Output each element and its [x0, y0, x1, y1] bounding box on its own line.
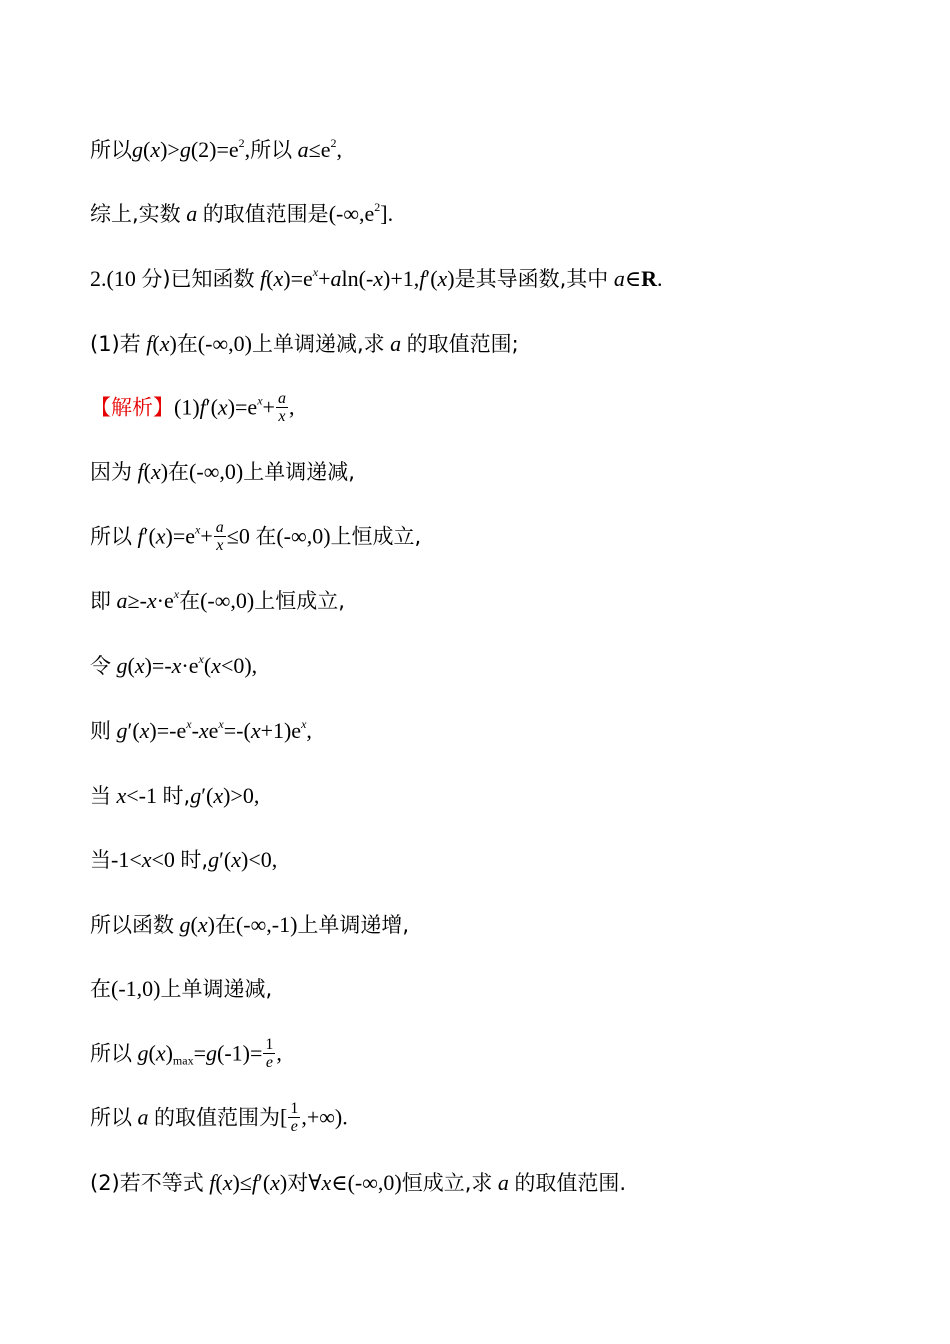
solution-line-11: 所以 $g(x)_{max}=g(-1)=$ $\frac{1}{e}$ , — [90, 1036, 282, 1071]
solution-line-7: 当 x<-1 时,g′(x)>0, — [90, 783, 260, 808]
solution-line-2: 因为 f(x)在(-∞,0)上单调递减, — [90, 459, 355, 484]
fraction: $\frac{1}{e}$ — [265, 1036, 274, 1071]
fraction: $\frac{a}{x}$ — [277, 390, 286, 425]
fraction: $\frac{1}{e}$ — [290, 1100, 299, 1135]
solution-line-5: 令 $g(x)=-x\cdot e^x(x<0)$, — [90, 652, 258, 678]
solution-line-6: 则 $g'(x)=-e^x-xe^x=-(x+1)e^x$, — [90, 717, 312, 743]
text-range-is: 的取值范围是 — [202, 202, 329, 226]
text-zongshang: 综上,实数 — [90, 202, 181, 226]
solution-line-3: 所以 $f'(x)=e^x+$ $\frac{a}{x}$ ≤0 在(-∞,0)上恒成立, — [90, 519, 422, 554]
jiexi-label: 【解析】 — [90, 395, 174, 420]
solution-line-12: 所以 a 的取值范围为[ $\frac{1}{e}$ ,+∞). — [90, 1100, 348, 1135]
problem-2-statement: 2.(10 分)已知函数 $f(x)=e^x+aln(-x)+1,f'(x)$是其导函数,其中 a∈R. — [90, 265, 663, 291]
solution-line-1: 【解析】$(1)f'(x)=e^x+$ $\frac{a}{x}$ , — [90, 390, 295, 425]
text-suoyi: 所以 — [90, 138, 132, 162]
fraction: $\frac{a}{x}$ — [215, 519, 224, 554]
solution-line-8: 当-1<x<0 时,g′(x)<0, — [90, 847, 278, 872]
solution-line-9: 所以函数 g(x)在(-∞,-1)上单调递增, — [90, 912, 410, 937]
text-suoyi: 所以 — [250, 138, 293, 162]
problem-2-part-1: (1)若 f(x)在(-∞,0)上单调递减,求 a 的取值范围; — [90, 331, 519, 356]
line-2: 综上,实数 a 的取值范围是$(-\infty,e^2]$. — [90, 200, 394, 226]
solution-line-4: 即 $a\ge-x\cdot e^x$在(-∞,0)上恒成立, — [90, 587, 345, 613]
problem-2-part-2: (2)若不等式 f(x)≤f′(x)对∀x∈(-∞,0)恒成立,求 a 的取值范围. — [90, 1170, 627, 1195]
solution-line-10: 在(-1,0)上单调递减, — [90, 976, 273, 1001]
line-1: 所以$g(x)>g(2)=e^2$,所以 $a\le e^2$, — [90, 136, 342, 162]
